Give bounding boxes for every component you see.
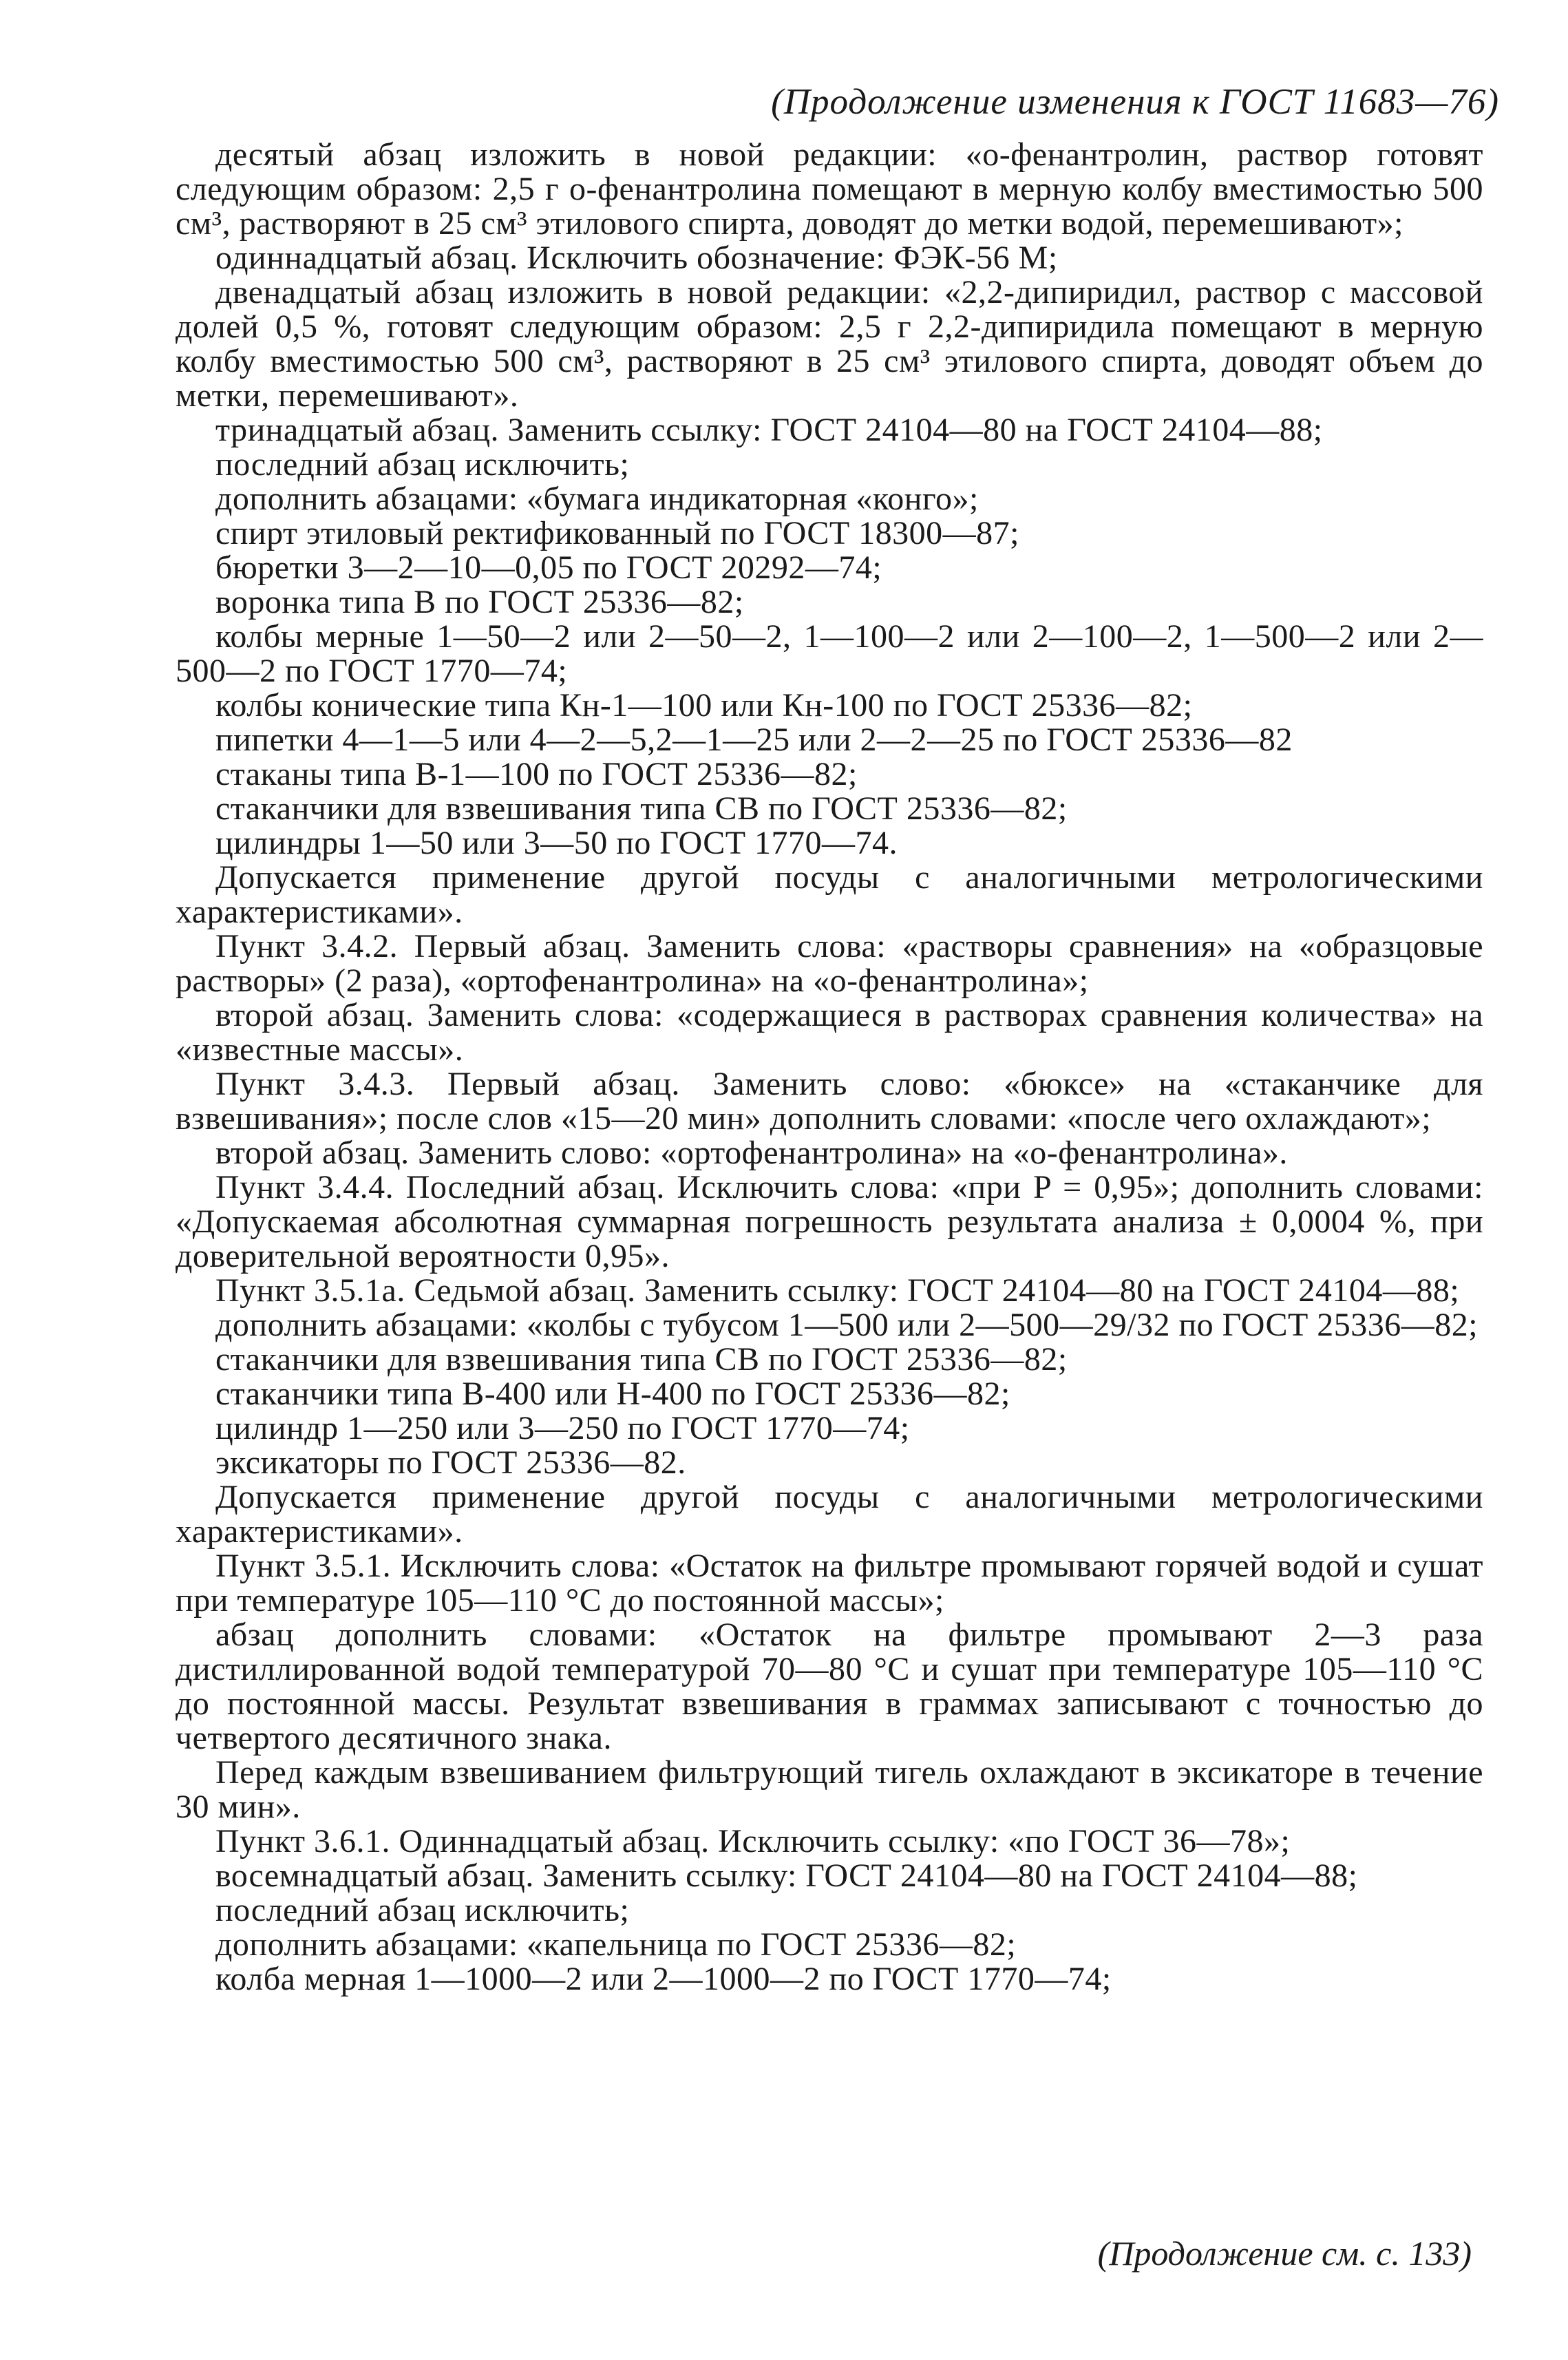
- paragraph: Пункт 3.5.1. Исключить слова: «Остаток на фильтре промывают горячей водой и сушат при температуре 105—110 °С до постоянной массы»;: [176, 1548, 1483, 1619]
- paragraph: эксикаторы по ГОСТ 25336—82.: [215, 1444, 686, 1481]
- paragraph: тринадцатый абзац. Заменить ссылку: ГОСТ 24104—80 на ГОСТ 24104—88;: [215, 412, 1323, 448]
- paragraph: стаканчики для взвешивания типа СВ по ГОСТ 25336—82;: [215, 1341, 1068, 1378]
- paragraph: Допускается применение другой посуды с аналогичными метрологическими характеристиками».: [176, 1479, 1483, 1550]
- page-header: (Продолжение изменения к ГОСТ 11683—76): [771, 82, 1499, 122]
- paragraph: Пункт 3.4.4. Последний абзац. Исключить слова: «при P = 0,95»; дополнить словами: «Допускаемая абсолютная суммарная погрешность результата анализа ± 0,0004 %, при доверительной вероятности 0,95».: [176, 1169, 1483, 1274]
- paragraph: второй абзац. Заменить слова: «содержащиеся в растворах сравнения количества» на «известные массы».: [176, 997, 1483, 1068]
- paragraph: колба мерная 1—1000—2 или 2—1000—2 по ГОСТ 1770—74;: [215, 1961, 1112, 1997]
- paragraph: двенадцатый абзац изложить в новой редакции: «2,2-дипиридил, раствор с массовой долей 0,5 %, готовят следующим образом: 2,5 г 2,2-дипиридила помещают в мерную колбу вместимостью 500 см³, растворяют в 25 см³ этилового спирта, доводят объем до метки, перемешивают».: [176, 274, 1483, 414]
- paragraph: последний абзац исключить;: [215, 446, 630, 483]
- paragraph: колбы мерные 1—50—2 или 2—50—2, 1—100—2 или 2—100—2, 1—500—2 или 2—500—2 по ГОСТ 1770—74;: [176, 618, 1483, 689]
- paragraph: дополнить абзацами: «бумага индикаторная «конго»;: [215, 481, 979, 517]
- paragraph: последний абзац исключить;: [215, 1892, 630, 1928]
- paragraph: Допускается применение другой посуды с аналогичными метрологическими характеристиками».: [176, 859, 1483, 930]
- paragraph: колбы конические типа Кн-1—100 или Кн-100 по ГОСТ 25336—82;: [215, 687, 1193, 724]
- paragraph: дополнить абзацами: «колбы с тубусом 1—500 или 2—500—29/32 по ГОСТ 25336—82;: [215, 1307, 1479, 1343]
- paragraph: стаканчики типа В-400 или Н-400 по ГОСТ 25336—82;: [215, 1376, 1010, 1412]
- paragraph: стаканчики для взвешивания типа СВ по ГОСТ 25336—82;: [215, 790, 1068, 827]
- paragraph: Пункт 3.5.1а. Седьмой абзац. Заменить ссылку: ГОСТ 24104—80 на ГОСТ 24104—88;: [215, 1272, 1460, 1309]
- paragraph: воронка типа В по ГОСТ 25336—82;: [215, 584, 744, 620]
- paragraph: бюретки 3—2—10—0,05 по ГОСТ 20292—74;: [215, 549, 882, 586]
- paragraph: Пункт 3.4.3. Первый абзац. Заменить слово: «бюксе» на «стаканчике для взвешивания»; после слов «15—20 мин» дополнить словами: «после чего охлаждают»;: [176, 1066, 1483, 1137]
- page-footer: (Продолжение см. с. 133): [1097, 2234, 1472, 2273]
- paragraph: пипетки 4—1—5 или 4—2—5,2—1—25 или 2—2—25 по ГОСТ 25336—82: [215, 721, 1293, 758]
- document-body: [176, 138, 1483, 1996]
- paragraph: стаканы типа В-1—100 по ГОСТ 25336—82;: [215, 756, 858, 792]
- paragraph: Пункт 3.6.1. Одиннадцатый абзац. Исключить ссылку: «по ГОСТ 36—78»;: [215, 1823, 1291, 1859]
- paragraph: Пункт 3.4.2. Первый абзац. Заменить слова: «растворы сравнения» на «образцовые растворы» (2 раза), «ортофенантролина» на «о-фенантролина»;: [176, 928, 1483, 999]
- paragraph: одиннадцатый абзац. Исключить обозначение: ФЭК-56 М;: [215, 240, 1058, 276]
- paragraph: цилиндры 1—50 или 3—50 по ГОСТ 1770—74.: [215, 825, 898, 861]
- paragraph: спирт этиловый ректификованный по ГОСТ 18300—87;: [215, 515, 1019, 551]
- paragraph: цилиндр 1—250 или 3—250 по ГОСТ 1770—74;: [215, 1410, 910, 1446]
- paragraph: дополнить абзацами: «капельница по ГОСТ 25336—82;: [215, 1926, 1017, 1963]
- paragraph: абзац дополнить словами: «Остаток на фильтре промывают 2—3 раза дистиллированной водой температурой 70—80 °С и сушат при температуре 105—110 °С до постоянной массы. Результат взвешивания в граммах записывают с точностью до четвертого десятичного знака.: [176, 1616, 1483, 1756]
- paragraph: Перед каждым взвешиванием фильтрующий тигель охлаждают в эксикаторе в течение 30 мин».: [176, 1754, 1483, 1825]
- paragraph: восемнадцатый абзац. Заменить ссылку: ГОСТ 24104—80 на ГОСТ 24104—88;: [215, 1857, 1358, 1894]
- paragraph: второй абзац. Заменить слово: «ортофенантролина» на «о-фенантролина».: [215, 1135, 1288, 1171]
- paragraph: десятый абзац изложить в новой редакции: «о-фенантролин, раствор готовят следующим образом: 2,5 г о-фенантролина помещают в мерную колбу вместимостью 500 см³, растворяют в 25 см³ этилового спирта, доводят до метки водой, перемешивают»;: [176, 136, 1483, 242]
